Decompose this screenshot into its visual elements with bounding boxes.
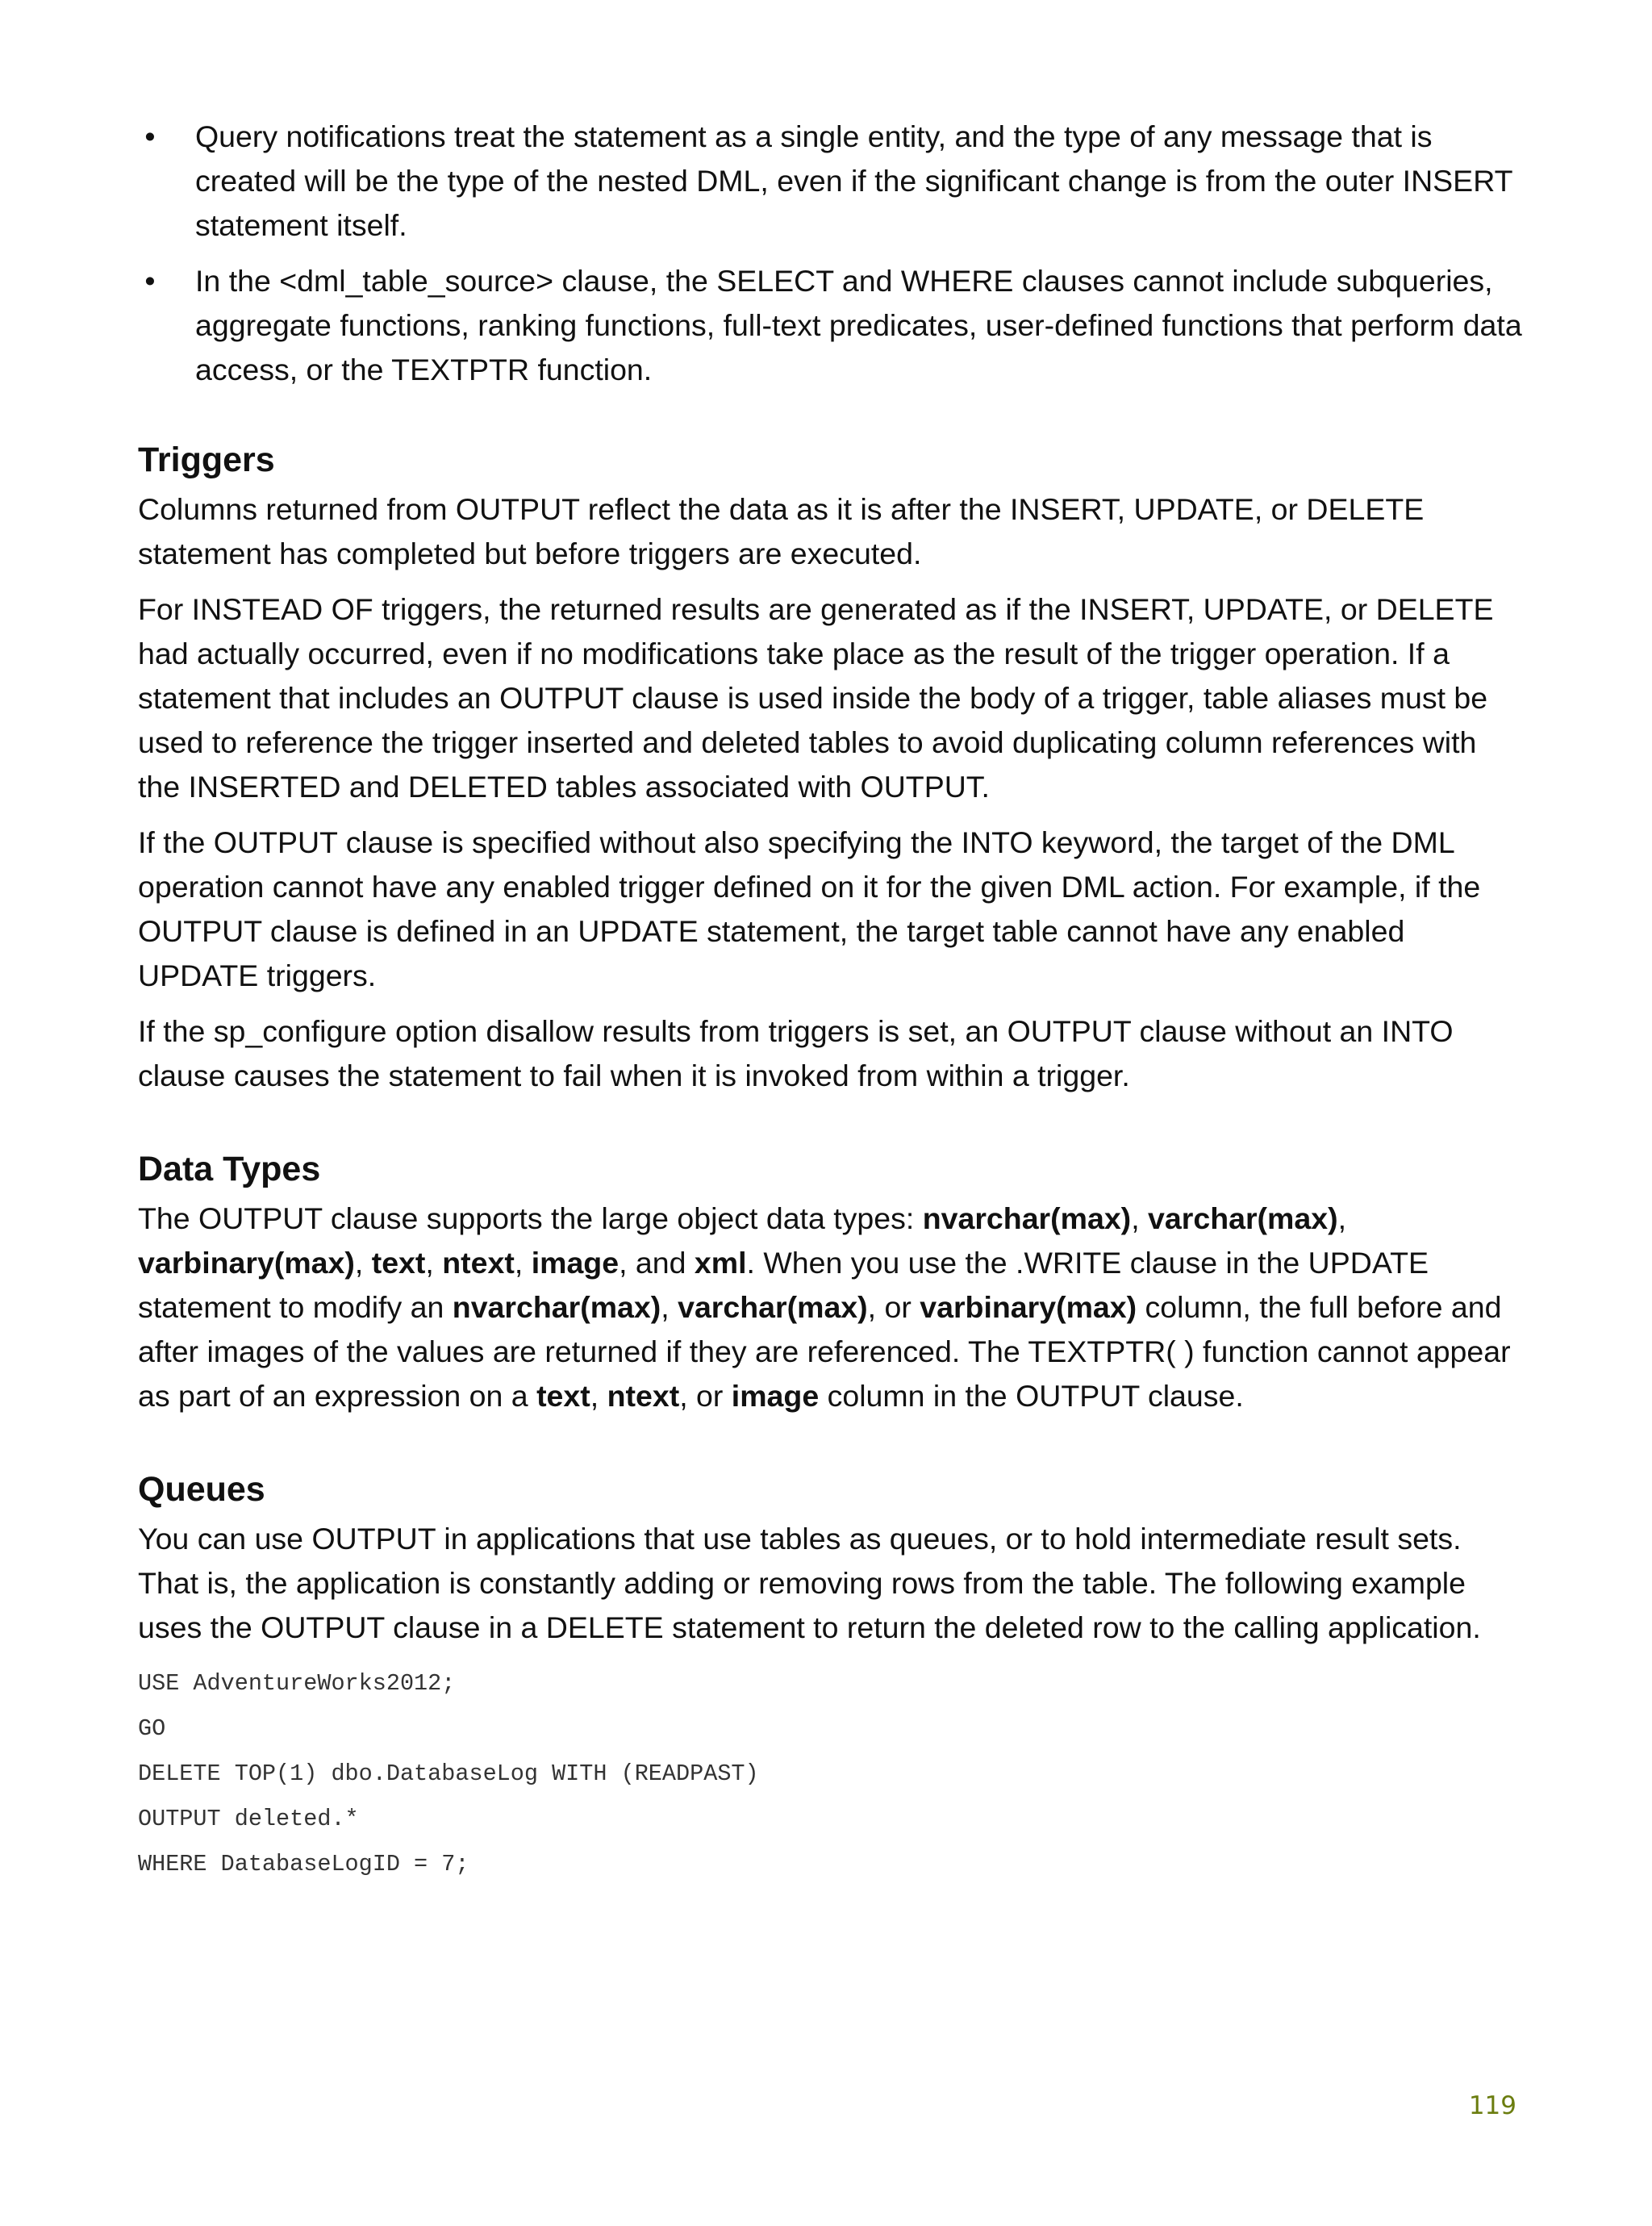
paragraph: If the sp_configure option disallow results from triggers is set, an OUTPUT clause without an INTO clause causes the statement to fail when it is invoked from within a trigger. [138, 1014, 1454, 1092]
section-heading-data-types: Data Types [138, 1150, 321, 1188]
text-run: , or [679, 1379, 732, 1413]
paragraph: If the OUTPUT clause is specified without also specifying the INTO keyword, the target of the DML operation cannot have any enabled trigger defined on it for the given DML action. For example, if the OUTPUT clause is defined in an UPDATE statement, the target table cannot have any enabled UPDATE triggers. [138, 825, 1481, 992]
bullet-text: Query notifications treat the statement as a single entity, and the type of any message that is created will be the type of the nested DML, even if the significant change is from the outer INSERT statement itself. [195, 119, 1512, 242]
text-run: , [1131, 1201, 1149, 1235]
text-run: , and [619, 1246, 695, 1280]
text-run: , [1337, 1201, 1346, 1235]
bold-term: ntext [442, 1246, 515, 1280]
bullet-icon: • [144, 119, 156, 153]
code-line: GO [138, 1715, 166, 1742]
bold-term: ntext [607, 1379, 680, 1413]
text-run: , [590, 1379, 607, 1413]
paragraph: Columns returned from OUTPUT reflect the data as it is after the INSERT, UPDATE, or DELETE statement has completed but before triggers are executed. [138, 492, 1425, 570]
code-line: DELETE TOP(1) dbo.DatabaseLog WITH (READPAST) [138, 1760, 759, 1787]
text-run: , [425, 1246, 443, 1280]
bold-term: text [536, 1379, 590, 1413]
bullet-icon: • [144, 264, 156, 298]
bold-term: image [531, 1246, 620, 1280]
text-run: . When you use the .WRITE clause in the UPDATE statement to modify an [138, 1246, 1429, 1324]
code-line: OUTPUT deleted.* [138, 1806, 359, 1832]
bold-term: xml [694, 1246, 747, 1280]
text-run: column in the OUTPUT clause. [819, 1379, 1244, 1413]
text-run: , or [867, 1290, 920, 1324]
bold-term: varbinary(max) [138, 1246, 355, 1280]
paragraph: For INSTEAD OF triggers, the returned results are generated as if the INSERT, UPDATE, or DELETE had actually occurred, even if no modifications take place as the result of the trigger operation. If a statement that includes an OUTPUT clause is used inside the body of a trigger, table aliases must be used to reference the trigger inserted and deleted tables to avoid duplicating column references with the INSERTED and DELETED tables associated with OUTPUT. [138, 592, 1494, 804]
bold-term: varchar(max) [678, 1290, 868, 1324]
bold-term: image [731, 1379, 820, 1413]
text-run: The OUTPUT clause supports the large object data types: [138, 1201, 923, 1235]
text-run: , [514, 1246, 532, 1280]
bullet-text: In the <dml_table_source> clause, the SELECT and WHERE clauses cannot include subqueries, aggregate functions, ranking functions, full-text predicates, user-defined functions that perform data access, or the TEXTPTR function. [195, 264, 1522, 386]
page-content [138, 115, 1525, 1887]
page-number: 119 [1468, 2091, 1516, 2120]
bullet-list [138, 115, 1525, 392]
text-run: column, the full before and after images of the values are returned if they are referenced. The TEXTPTR( ) function cannot appear as part of an expression on a [138, 1290, 1511, 1413]
bold-term: varbinary(max) [920, 1290, 1137, 1324]
bold-term: nvarchar(max) [922, 1201, 1132, 1235]
text-run: , [661, 1290, 678, 1324]
code-line: WHERE DatabaseLogID = 7; [138, 1851, 469, 1877]
text-run: , [354, 1246, 372, 1280]
bold-term: nvarchar(max) [452, 1290, 661, 1324]
section-heading-triggers: Triggers [138, 441, 275, 479]
section-heading-queues: Queues [138, 1470, 265, 1509]
code-line: USE AdventureWorks2012; [138, 1670, 456, 1697]
bullet-item [138, 259, 1525, 392]
paragraph: You can use OUTPUT in applications that use tables as queues, or to hold intermediate result sets. That is, the application is constantly adding or removing rows from the table. The following example uses the OUTPUT clause in a DELETE statement to return the deleted row to the calling application. [138, 1522, 1481, 1644]
bold-term: varchar(max) [1148, 1201, 1338, 1235]
paragraph-data-types [138, 1197, 1525, 1418]
code-block [138, 1661, 1525, 1887]
bullet-item [138, 115, 1525, 248]
bold-term: text [371, 1246, 426, 1280]
